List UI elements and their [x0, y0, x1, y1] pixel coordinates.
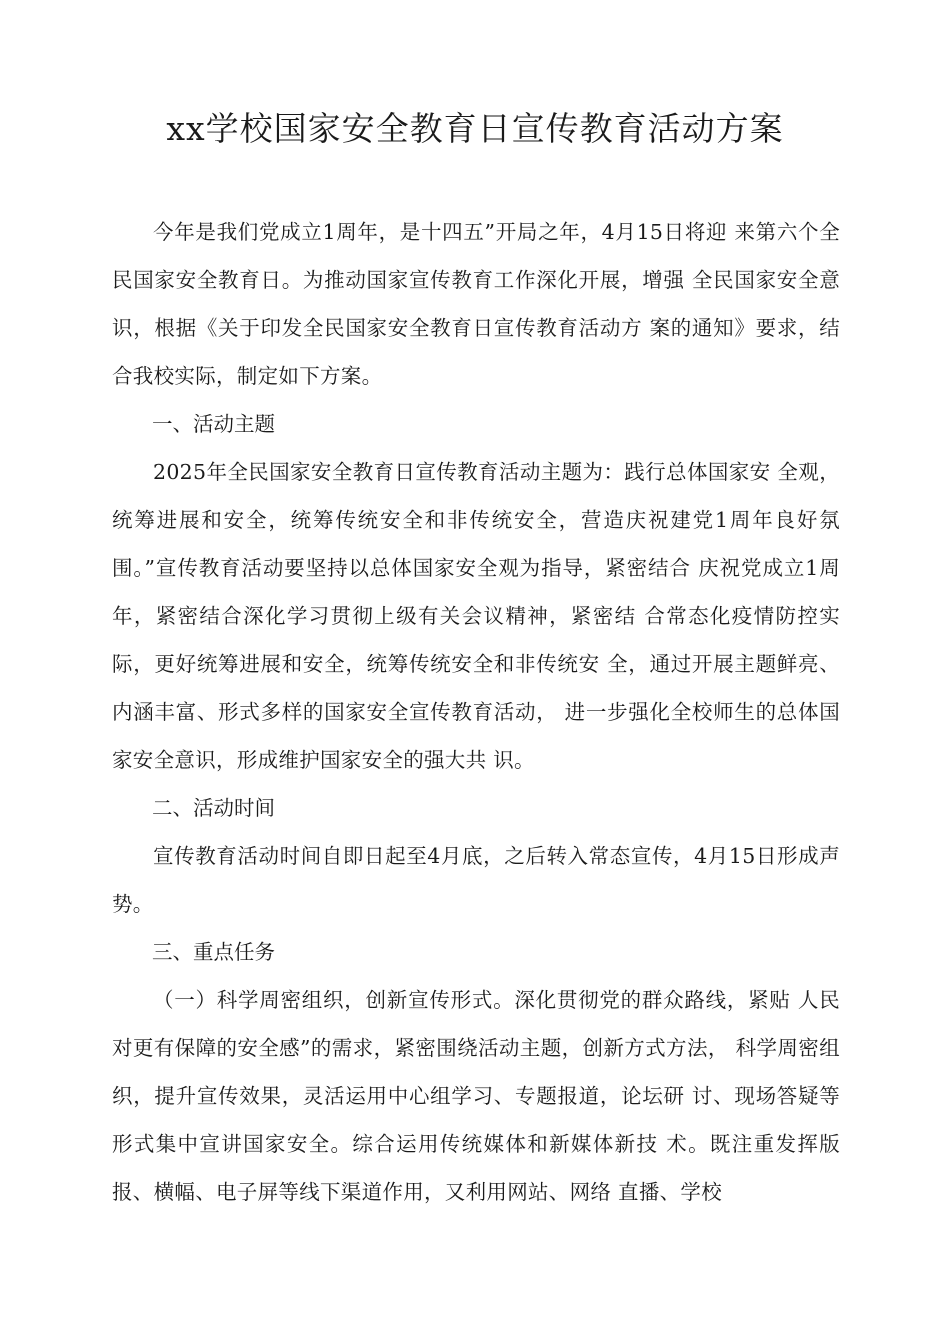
section-body-time: 宣传教育活动时间自即日起至4月底，之后转入常态宣传，4月15日形成声势。 [112, 844, 840, 916]
section-heading-theme: 一、活动主题 [152, 412, 275, 436]
document-title: xx学校国家安全教育日宣传教育活动方案 [166, 109, 784, 148]
section-heading-tasks: 三、重点任务 [152, 940, 275, 964]
section-heading-time: 二、活动时间 [152, 796, 275, 820]
section-body-tasks: （一）科学周密组织，创新宣传形式。深化贯彻党的群众路线，紧贴 人民对更有保障的安全感”的需求，紧密围绕活动主题，创新方式方法， 科学周密组织，提升宣传效果，灵活运用中心组学习、专题报道，论坛研 讨、现场答疑等形式集中宣讲国家安全。综合运用传统媒体和新媒体新技 术。既注重发挥版报、横幅、电子屏等线下渠道作用，又利用网站、网络 直播、学校 [112, 988, 840, 1204]
intro-paragraph: 今年是我们党成立1周年，是十四五”开局之年，4月15日将迎 来第六个全民国家安全教育日。为推动国家宣传教育工作深化开展，增强 全民国家安全意识，根据《关于印发全民国家安全教育日宣传教育活动方 案的通知》要求，结合我校实际，制定如下方案。 [112, 220, 840, 388]
section-body-theme: 2025年全民国家安全教育日宣传教育活动主题为：践行总体国家安 全观，统筹进展和安全，统筹传统安全和非传统安全，营造庆祝建党1周年良好氛围。”宣传教育活动要坚持以总体国家安全观为指导，紧密结合 庆祝党成立1周年，紧密结合深化学习贯彻上级有关会议精神，紧密结 合常态化疫情防控实际，更好统筹进展和安全，统筹传统安全和非传统安 全，通过开展主题鲜亮、内涵丰富、形式多样的国家安全宣传教育活动， 进一步强化全校师生的总体国家安全意识，形成维护国家安全的强大共 识。 [112, 460, 840, 772]
